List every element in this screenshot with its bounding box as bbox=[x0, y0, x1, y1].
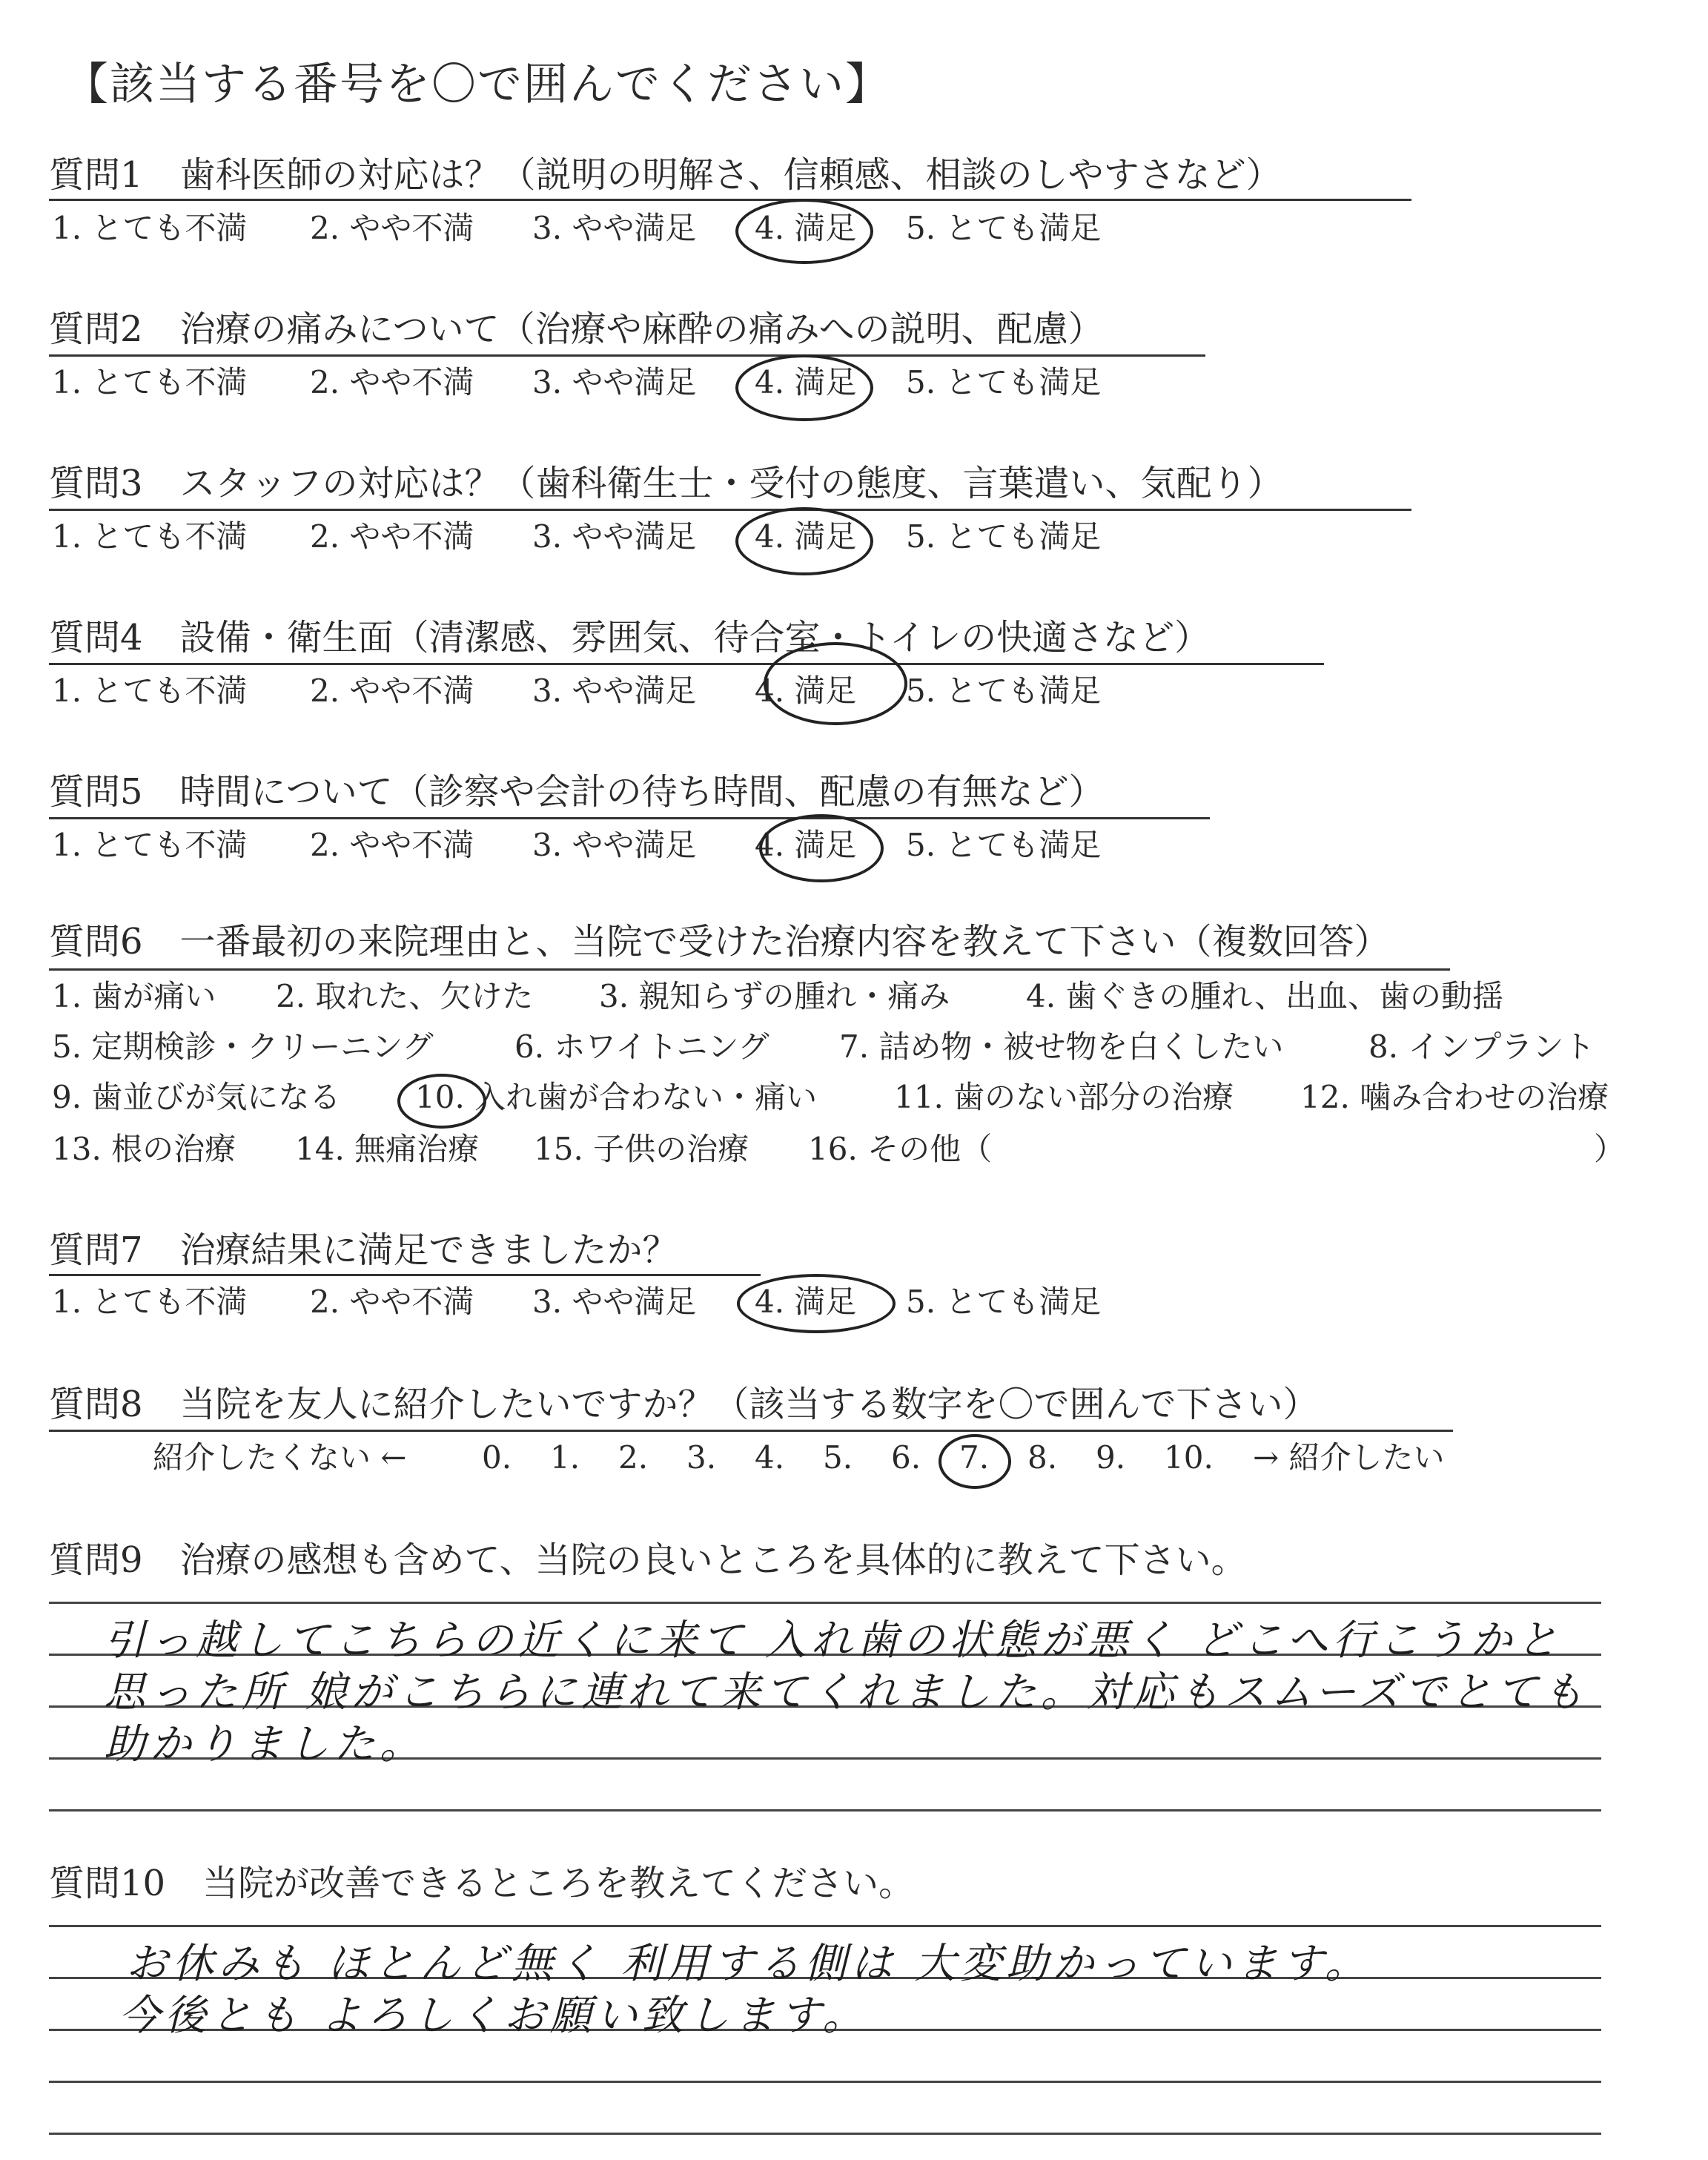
question-text: 設備・衛生面（清潔感、雰囲気、待合室・トイレの快適さなど） bbox=[179, 617, 1211, 658]
question-label: 質問4 bbox=[49, 617, 143, 658]
answer-line bbox=[49, 1602, 1601, 1604]
underline bbox=[49, 354, 1205, 357]
q6-option-12[interactable]: 12. 噛み合わせの治療 bbox=[1300, 1079, 1609, 1115]
question-9 bbox=[49, 1538, 1247, 1582]
option-5[interactable]: 5. とても満足 bbox=[906, 1284, 1102, 1320]
question-label: 質問2 bbox=[49, 308, 143, 350]
question-6 bbox=[49, 919, 1390, 964]
option-4[interactable]: 4. 満足 bbox=[755, 210, 857, 246]
q6-option-2[interactable]: 2. 取れた、欠けた bbox=[276, 978, 534, 1014]
question-text: 治療の感想も含めて、当院の良いところを具体的に教えて下さい。 bbox=[179, 1539, 1247, 1581]
option-2[interactable]: 2. やや不満 bbox=[310, 673, 474, 709]
option-3[interactable]: 3. やや満足 bbox=[532, 210, 697, 246]
underline bbox=[49, 509, 1411, 511]
selection-circle bbox=[397, 1074, 486, 1129]
question-label: 質問10 bbox=[49, 1863, 166, 1904]
question-label: 質問9 bbox=[49, 1539, 143, 1581]
question-text: 歯科医師の対応は？（説明の明解さ、信頼感、相談のしやすさなど） bbox=[179, 154, 1282, 196]
option-3[interactable]: 3. やや満足 bbox=[532, 1284, 697, 1320]
q6-option-4[interactable]: 4. 歯ぐきの腫れ、出血、歯の動揺 bbox=[1026, 978, 1503, 1014]
selection-circle bbox=[939, 1434, 1011, 1489]
q6-option-16[interactable]: 16. その他（ bbox=[808, 1131, 993, 1167]
handwritten-answer-line-1: お休みも ほとんど無く 利用する側は 大変助かっています。 bbox=[126, 1940, 1371, 1988]
selection-circle bbox=[764, 642, 907, 725]
selection-circle bbox=[759, 814, 884, 882]
question-label: 質問7 bbox=[49, 1229, 143, 1271]
answer-line bbox=[49, 2133, 1601, 2135]
option-3[interactable]: 3. やや満足 bbox=[532, 673, 697, 709]
option-4[interactable]: 4. 満足 bbox=[755, 518, 857, 555]
question-label: 質問3 bbox=[49, 463, 143, 504]
underline bbox=[49, 1430, 1453, 1432]
handwritten-answer-line-1: 引っ越してこちらの近くに来て 入れ歯の状態が悪く どこへ行こうかと bbox=[104, 1616, 1563, 1665]
option-2[interactable]: 2. やや不満 bbox=[310, 364, 474, 400]
q6-option-15[interactable]: 15. 子供の治療 bbox=[534, 1131, 749, 1167]
q6-option-11[interactable]: 11. 歯のない部分の治療 bbox=[894, 1079, 1234, 1115]
q6-option-6[interactable]: 6. ホワイトニング bbox=[514, 1028, 769, 1065]
question-7 bbox=[49, 1228, 678, 1272]
question-5 bbox=[49, 770, 1105, 814]
scale-number-5[interactable]: 5. bbox=[823, 1439, 853, 1476]
question-text: 時間について（診察や会計の待ち時間、配慮の有無など） bbox=[179, 771, 1105, 813]
question-text: スタッフの対応は？（歯科衛生士・受付の態度、言葉遣い、気配り） bbox=[179, 463, 1283, 504]
scale-right-label: → 紹介したい bbox=[1253, 1439, 1445, 1476]
option-1[interactable]: 1. とても不満 bbox=[52, 518, 248, 555]
scale-number-8[interactable]: 8. bbox=[1027, 1439, 1058, 1476]
option-1[interactable]: 1. とても不満 bbox=[52, 827, 248, 863]
question-text: 治療結果に満足できましたか？ bbox=[179, 1229, 678, 1271]
option-2[interactable]: 2. やや不満 bbox=[310, 827, 474, 863]
question-text: 一番最初の来院理由と、当院で受けた治療内容を教えて下さい（複数回答） bbox=[179, 921, 1390, 962]
q6-option-9[interactable]: 9. 歯並びが気になる bbox=[52, 1079, 341, 1115]
q6-option-5[interactable]: 5. 定期検診・クリーニング bbox=[52, 1028, 434, 1065]
option-4[interactable]: 4. 満足 bbox=[755, 673, 857, 709]
handwritten-answer-line-2: 今後とも よろしくお願い致します。 bbox=[119, 1992, 869, 2040]
underline bbox=[49, 199, 1411, 201]
question-1 bbox=[49, 153, 1282, 197]
handwritten-answer-line-2: 思った所 娘がこちらに連れて来てくれました。対応もスムーズでとても bbox=[104, 1668, 1589, 1717]
underline bbox=[49, 968, 1450, 971]
handwritten-answer-line-3: 助かりました。 bbox=[104, 1720, 426, 1768]
option-1[interactable]: 1. とても不満 bbox=[52, 364, 248, 400]
option-2[interactable]: 2. やや不満 bbox=[310, 518, 474, 555]
page-title: 【該当する番号を〇で囲んでください】 bbox=[64, 59, 891, 110]
answer-line bbox=[49, 1809, 1601, 1811]
option-1[interactable]: 1. とても不満 bbox=[52, 1284, 248, 1320]
question-2 bbox=[49, 307, 1104, 351]
option-5[interactable]: 5. とても満足 bbox=[906, 210, 1102, 246]
scale-number-2[interactable]: 2. bbox=[618, 1439, 649, 1476]
selection-circle bbox=[735, 507, 873, 575]
scale-number-4[interactable]: 4. bbox=[755, 1439, 785, 1476]
q6-option-3[interactable]: 3. 親知らずの腫れ・痛み bbox=[599, 978, 950, 1014]
underline bbox=[49, 1274, 761, 1276]
question-text: 治療の痛みについて（治療や麻酔の痛みへの説明、配慮） bbox=[179, 308, 1104, 350]
option-3[interactable]: 3. やや満足 bbox=[532, 518, 697, 555]
question-8 bbox=[49, 1382, 1319, 1427]
scale-left-label: 紹介したくない ← bbox=[153, 1439, 407, 1476]
scale-number-9[interactable]: 9. bbox=[1096, 1439, 1126, 1476]
question-text: 当院が改善できるところを教えてください。 bbox=[202, 1863, 915, 1904]
option-4[interactable]: 4. 満足 bbox=[755, 827, 857, 863]
option-3[interactable]: 3. やや満足 bbox=[532, 364, 697, 400]
option-2[interactable]: 2. やや不満 bbox=[310, 1284, 474, 1320]
question-text: 当院を友人に紹介したいですか？（該当する数字を〇で囲んで下さい） bbox=[179, 1384, 1319, 1425]
selection-circle bbox=[737, 1274, 896, 1333]
scale-number-10[interactable]: 10. bbox=[1164, 1439, 1214, 1476]
selection-circle bbox=[735, 199, 873, 264]
question-label: 質問8 bbox=[49, 1384, 143, 1425]
option-5[interactable]: 5. とても満足 bbox=[906, 827, 1102, 863]
option-5[interactable]: 5. とても満足 bbox=[906, 518, 1102, 555]
option-3[interactable]: 3. やや満足 bbox=[532, 827, 697, 863]
scale-number-0[interactable]: 0. bbox=[482, 1439, 512, 1476]
selection-circle bbox=[735, 354, 873, 421]
q6-option-13[interactable]: 13. 根の治療 bbox=[52, 1131, 236, 1167]
option-4[interactable]: 4. 満足 bbox=[755, 364, 857, 400]
question-3 bbox=[49, 461, 1283, 506]
answer-line bbox=[49, 2081, 1601, 2083]
question-4 bbox=[49, 615, 1210, 660]
q6-option-14[interactable]: 14. 無痛治療 bbox=[295, 1131, 480, 1167]
scale-number-3[interactable]: 3. bbox=[686, 1439, 717, 1476]
scale-number-6[interactable]: 6. bbox=[891, 1439, 921, 1476]
option-4[interactable]: 4. 満足 bbox=[755, 1284, 857, 1320]
question-label: 質問6 bbox=[49, 921, 143, 962]
scale-number-7[interactable]: 7. bbox=[959, 1439, 990, 1476]
underline bbox=[49, 817, 1210, 819]
q6-option-7[interactable]: 7. 詰め物・被せ物を白くしたい bbox=[839, 1028, 1284, 1065]
scale-number-1[interactable]: 1. bbox=[550, 1439, 580, 1476]
option-5[interactable]: 5. とても満足 bbox=[906, 673, 1102, 709]
question-10 bbox=[49, 1861, 914, 1906]
question-label: 質問1 bbox=[49, 154, 143, 196]
underline bbox=[49, 663, 1324, 665]
option-1[interactable]: 1. とても不満 bbox=[52, 673, 248, 709]
option-2[interactable]: 2. やや不満 bbox=[310, 210, 474, 246]
q6-option-8[interactable]: 8. インプラント bbox=[1368, 1028, 1595, 1065]
option-5[interactable]: 5. とても満足 bbox=[906, 364, 1102, 400]
q6-option-1[interactable]: 1. 歯が痛い bbox=[52, 978, 216, 1014]
close-paren: ） bbox=[1594, 1131, 1626, 1167]
option-1[interactable]: 1. とても不満 bbox=[52, 210, 248, 246]
question-label: 質問5 bbox=[49, 771, 143, 813]
q6-option-10[interactable]: 10. 入れ歯が合わない・痛い bbox=[415, 1079, 818, 1115]
answer-line bbox=[49, 1925, 1601, 1927]
